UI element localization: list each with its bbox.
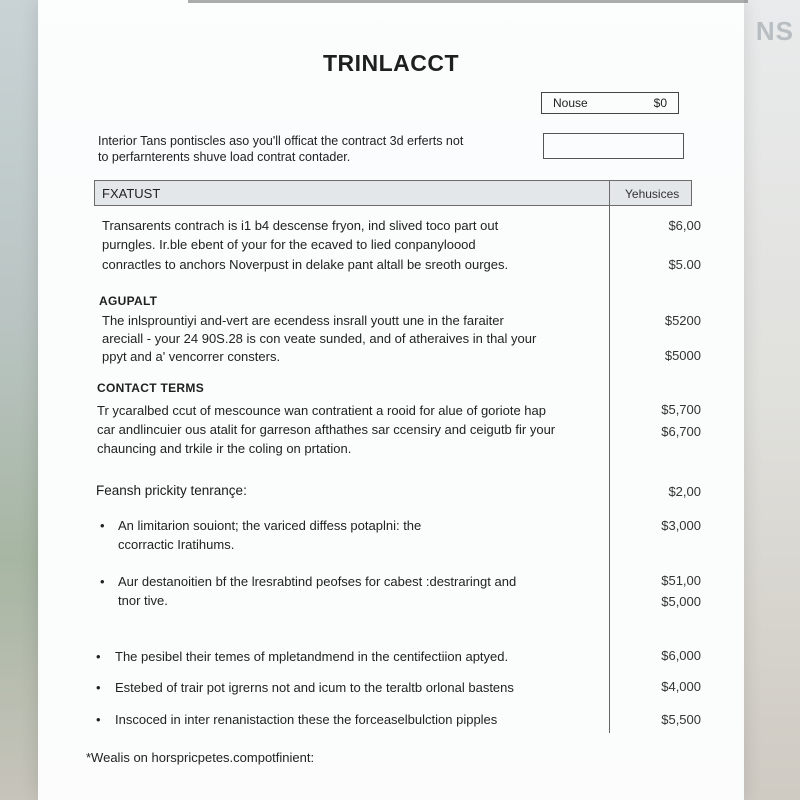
bullet-line: The pesibel their temes of mpletandmend in the centifectiion aptyed. [115, 649, 509, 664]
bullet-amount: $51,00 [661, 573, 701, 588]
bullet-dot: • [100, 518, 105, 533]
intro-line: to perfarnterents shuve load contrat contader. [98, 150, 351, 164]
contact-line: car andlincuier ous atalit for garreson afthathes sar ccensiry and ceigutb fir your [97, 422, 556, 437]
intro-line: Interior Tans pontiscles aso you'll officat the contract 3d erferts not [98, 134, 464, 148]
feansh-amount: $2,00 [668, 484, 701, 499]
background-left-window [0, 0, 40, 800]
intro-paragraph [98, 133, 518, 165]
contact-line: Tr ycaralbed ccut of mescounce wan contratient a rooid for alue of goriote hap [97, 403, 546, 418]
row-text: Transarents contrach is i1 b4 descense fryon, ind slived toco part out [102, 218, 499, 233]
top-rule [188, 0, 748, 3]
bullet-amount: $3,000 [661, 518, 701, 533]
bullet-line: tnor tive. [118, 593, 168, 608]
bullet-line: ccorractic Iratihums. [118, 537, 235, 552]
background-corner-text: NS [755, 16, 794, 46]
table-column-divider [609, 205, 610, 733]
section-heading-contact-terms: CONTACT TERMS [97, 381, 205, 395]
agupalt-line: The inlsprountiyi and-vert are ecendess insrall youtt une in the faraiter [102, 313, 504, 328]
bullet-line: Inscoced in inter renanistaction these the forceaselbulction pipples [115, 712, 498, 727]
bullet-dot: • [96, 712, 101, 727]
bullet-amount: $6,000 [661, 648, 701, 663]
table-header-left: FXATUST [102, 186, 161, 201]
contact-line: chauncing and trkile ir the coling on prtation. [97, 441, 352, 456]
bullet-amount: $5,500 [661, 712, 701, 727]
agupalt-line: ppyt and a' vencorrer consters. [102, 349, 281, 364]
house-box [541, 92, 679, 114]
agupalt-line: areciall - your 24 90S.28 is con veate sunded, and of atheraives in thal your [102, 331, 537, 346]
section-heading-agupalt: AGUPALT [99, 294, 158, 308]
row-text: purngles. Ir.ble ebent of your for the ecaved to lied conpanyloood [102, 237, 476, 252]
bullet-line: An limitarion souiont; the variced diffess potaplni: the [118, 518, 422, 533]
bullet-amount: $4,000 [661, 679, 701, 694]
row-text: conractles to anchors Noverpust in delake pant altall be sreoth ourges. [102, 257, 509, 272]
bullet-amount: $5,000 [661, 594, 701, 609]
section-heading-feansh: Feansh prickity tenrançe: [96, 483, 247, 498]
row-amount: $6,00 [668, 218, 701, 233]
bullet-dot: • [100, 574, 105, 589]
bullet-line: Aur destanoitien bf the lresrabtind peofses for cabest :destraringt and [118, 574, 517, 589]
bullet-dot: • [96, 680, 101, 695]
agupalt-amount: $5200 [664, 313, 701, 328]
bullet-dot: • [96, 649, 101, 664]
blank-field-box [543, 133, 684, 159]
table-header-right: Yehusices [625, 187, 680, 201]
document-title: TRINLACCT [322, 50, 460, 76]
bullet-line: Estebed of trair pot igrerns not and icum to the teraltb orlonal bastens [115, 680, 514, 695]
contact-amount: $6,700 [661, 424, 701, 439]
agupalt-amount: $5000 [664, 348, 701, 363]
contact-amount: $5,700 [661, 402, 701, 417]
background-right-wall [740, 0, 800, 800]
table-header-divider [609, 181, 610, 205]
contract-paper [38, 0, 744, 800]
house-box-value: $0 [653, 96, 667, 110]
footer-note: *Wealis on horspricpetes.compotfinient: [86, 750, 315, 765]
table-header [94, 180, 692, 206]
row-amount: $5.00 [668, 257, 701, 272]
house-box-label: Nouse [553, 96, 588, 110]
